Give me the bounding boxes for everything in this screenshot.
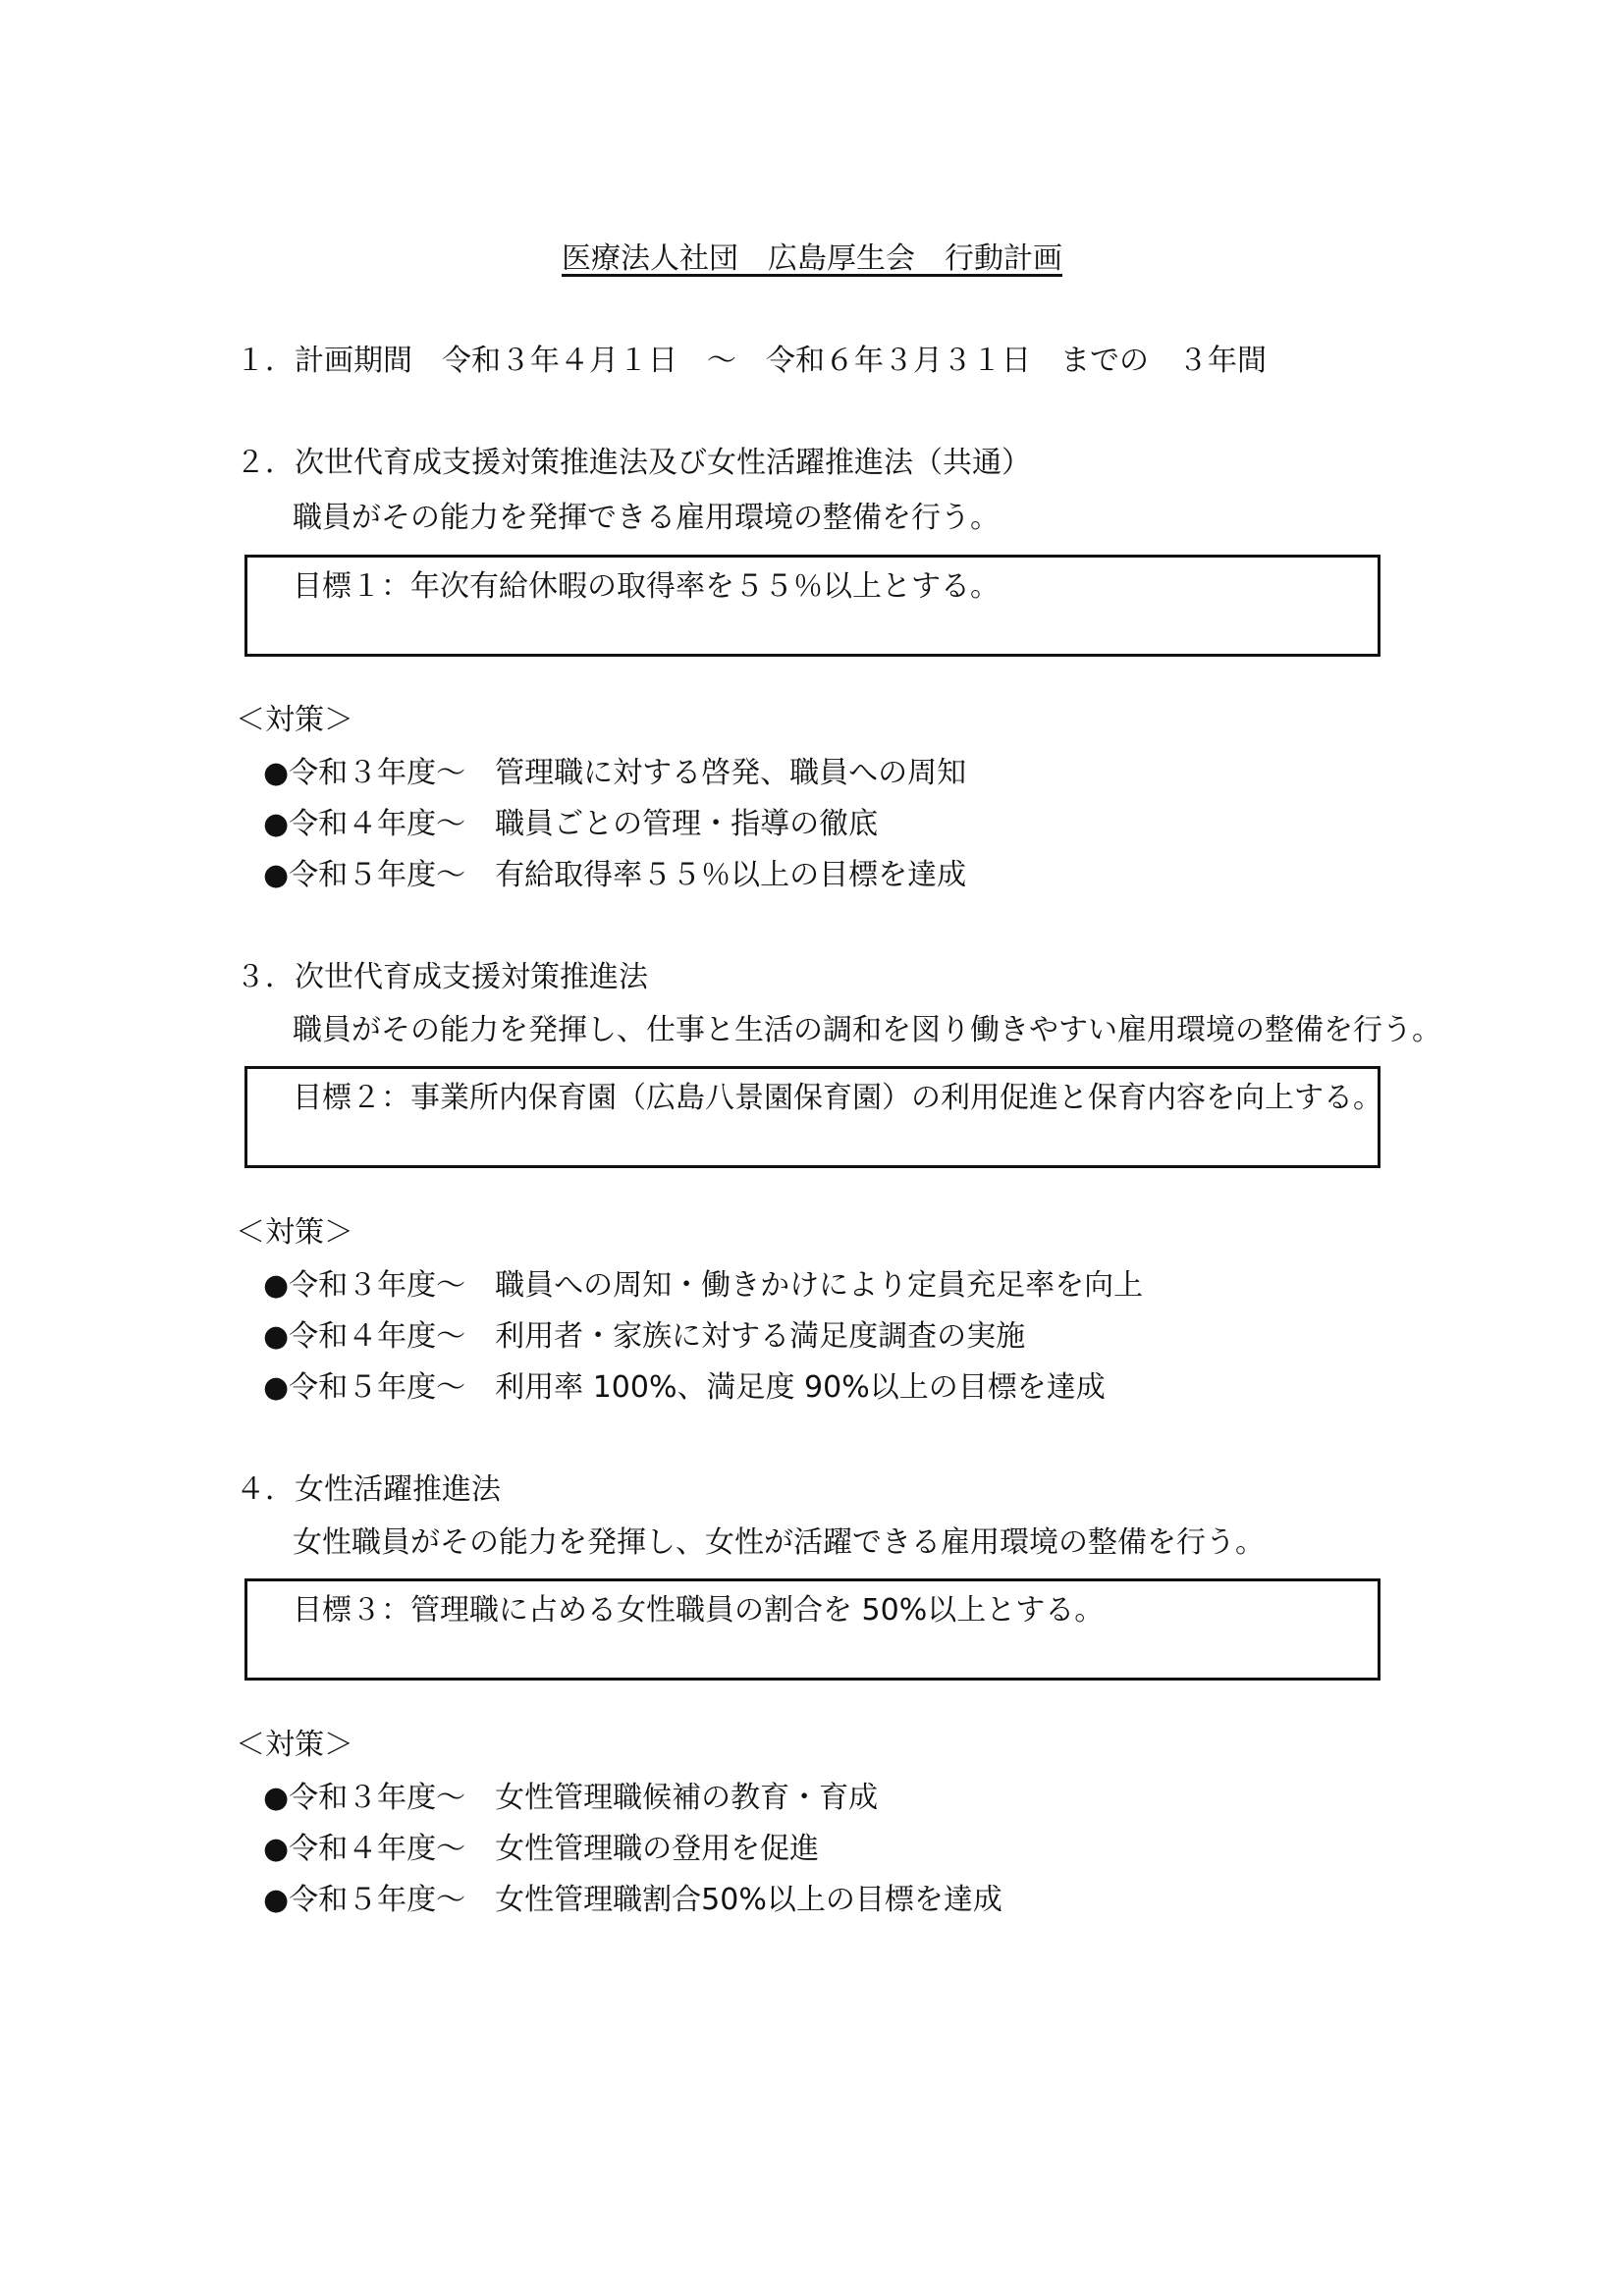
section-2-measure: ●令和４年度～ 職員ごとの管理・指導の徹底 [263,807,879,841]
section-4-measure: ●令和４年度～ 女性管理職の登用を促進 [263,1832,820,1866]
section-4-measure: ●令和３年度～ 女性管理職候補の教育・育成 [263,1781,879,1815]
section-3-measure: ●令和３年度～ 職員への周知・働きかけにより定員充足率を向上 [263,1268,1144,1303]
section-3-measure: ●令和５年度～ 利用率 100%、満足度 90%以上の目標を達成 [263,1370,1106,1405]
section-2-description: 職員がその能力を発揮できる雇用環境の整備を行う。 [293,501,1000,535]
section-3-measure: ●令和４年度～ 利用者・家族に対する満足度調査の実施 [263,1319,1026,1354]
goal-1-text: 目標１：年次有給休暇の取得率を５５％以上とする。 [293,569,1000,604]
goal-3-text: 目標３：管理職に占める女性職員の割合を 50%以上とする。 [293,1593,1105,1628]
section-4-heading: ４．女性活躍推進法 [236,1472,501,1507]
goal-1-box [244,555,1380,657]
section-3-heading: ３．次世代育成支援対策推進法 [236,960,648,994]
section-3-measures-label: ＜対策＞ [236,1215,353,1250]
section-2-measures-label: ＜対策＞ [236,703,353,737]
goal-2-text: 目標２：事業所内保育園（広島八景園保育園）の利用促進と保育内容を向上する。 [293,1081,1382,1115]
section-3-description: 職員がその能力を発揮し、仕事と生活の調和を図り働きやすい雇用環境の整備を行う。 [293,1013,1441,1047]
section-2-measure: ●令和３年度～ 管理職に対する啓発、職員への周知 [263,756,967,790]
section-2-heading: ２．次世代育成支援対策推進法及び女性活躍推進法（共通） [236,446,1031,480]
document-title: 医療法人社団 広島厚生会 行動計画 [562,241,1062,276]
section-2-measure: ●令和５年度～ 有給取得率５５％以上の目標を達成 [263,858,967,892]
goal-2-box [244,1066,1380,1168]
goal-3-box [244,1578,1380,1681]
section-4-measures-label: ＜対策＞ [236,1728,353,1762]
section-4-description: 女性職員がその能力を発揮し、女性が活躍できる雇用環境の整備を行う。 [293,1525,1265,1560]
plan-period: １．計画期間 令和３年４月１日 ～ 令和６年３月３１日 までの ３年間 [236,344,1267,378]
section-4-measure: ●令和５年度～ 女性管理職割合50%以上の目標を達成 [263,1883,1002,1917]
